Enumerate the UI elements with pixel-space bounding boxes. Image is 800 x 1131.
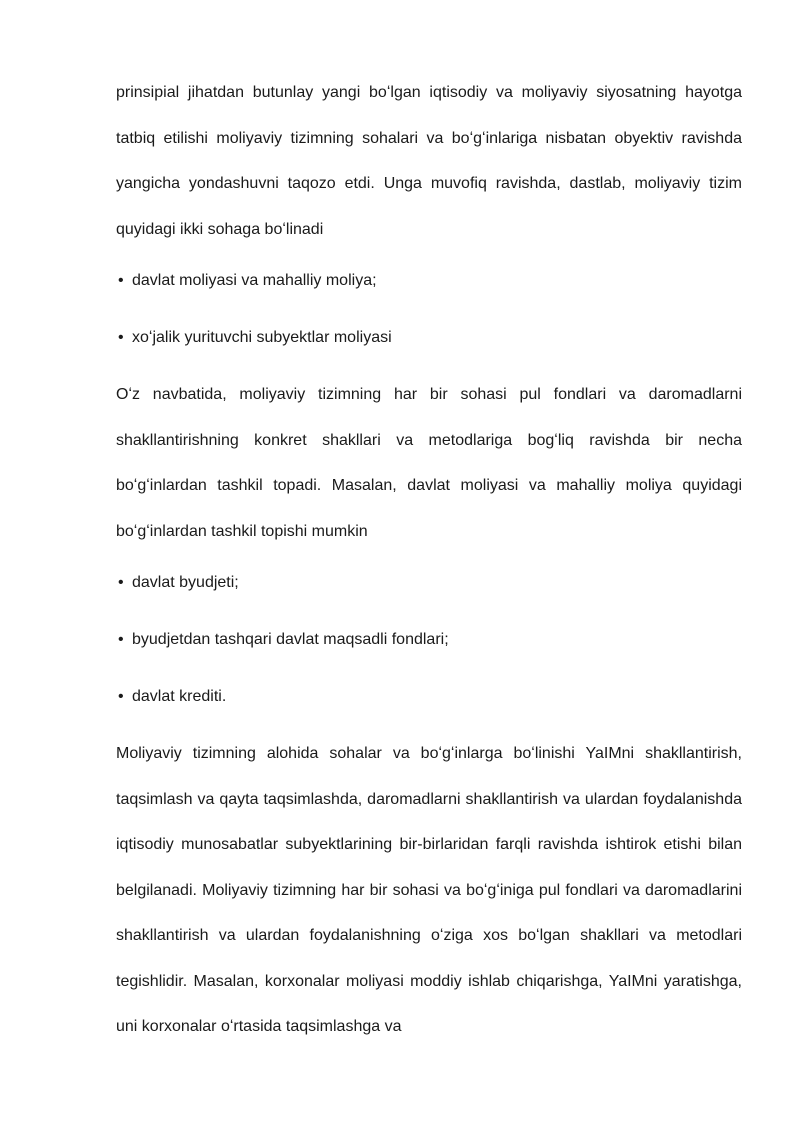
bullet-icon: • — [118, 688, 124, 705]
list-item — [116, 554, 742, 611]
list-item-text: davlat byudjeti; — [132, 574, 239, 591]
paragraph-3: Moliyaviy tizimning alohida sohalar va boʻgʻinlarga boʻlinishi YaIMni shakllantirish, taqsimlash va qayta taqsimlashda, daromadlarni shakllantirish va ulardan foydalanishda iqtisodiy munosabatlar subyektlarining bir-birlaridan farqli ravishda ishtirok etishi bilan belgilanadi. Moliyaviy tizimning har bir sohasi va boʻgʻiniga pul fondlari va daromadlarini shakllantirish va ulardan foydalanishning oʻziga xos boʻlgan shakllari va metodlari tegishlidir. Masalan, korxonalar moliyasi moddiy ishlab chiqarishga, YaIMni yaratishga, uni korxonalar oʻrtasida taqsimlashga va — [116, 745, 742, 1035]
bullet-icon: • — [118, 272, 124, 289]
document-page — [116, 70, 742, 1050]
paragraph-1: prinsipial jihatdan butunlay yangi boʻlgan iqtisodiy va moliyaviy siyosatning hayotga tatbiq etilishi moliyaviy tizimning sohalari va boʻgʻinlariga nisbatan obyektiv ravishda yangicha yondashuvni taqozo etdi. Unga muvofiq ravishda, dastlab, moliyaviy tizim quyidagi ikki sohaga boʻlinadi — [116, 84, 742, 238]
list-item — [116, 309, 742, 366]
bullet-icon: • — [118, 631, 124, 648]
list-item-text: xoʻjalik yurituvchi subyektlar moliyasi — [132, 329, 392, 346]
bullet-list-2 — [116, 554, 742, 725]
list-item — [116, 611, 742, 668]
paragraph-2: Oʻz navbatida, moliyaviy tizimning har bir sohasi pul fondlari va daromadlarni shakllantirishning konkret shakllari va metodlariga bogʻliq ravishda bir necha boʻgʻinlardan tashkil topadi. Masalan, davlat moliyasi va mahalliy moliya quyidagi boʻgʻinlardan tashkil topishi mumkin — [116, 386, 742, 540]
list-item-text: davlat moliyasi va mahalliy moliya; — [132, 272, 377, 289]
bullet-icon: • — [118, 574, 124, 591]
bullet-icon: • — [118, 329, 124, 346]
list-item — [116, 252, 742, 309]
bullet-list-1 — [116, 252, 742, 366]
list-item-text: davlat krediti. — [132, 688, 227, 705]
list-item — [116, 668, 742, 725]
list-item-text: byudjetdan tashqari davlat maqsadli fondlari; — [132, 631, 449, 648]
